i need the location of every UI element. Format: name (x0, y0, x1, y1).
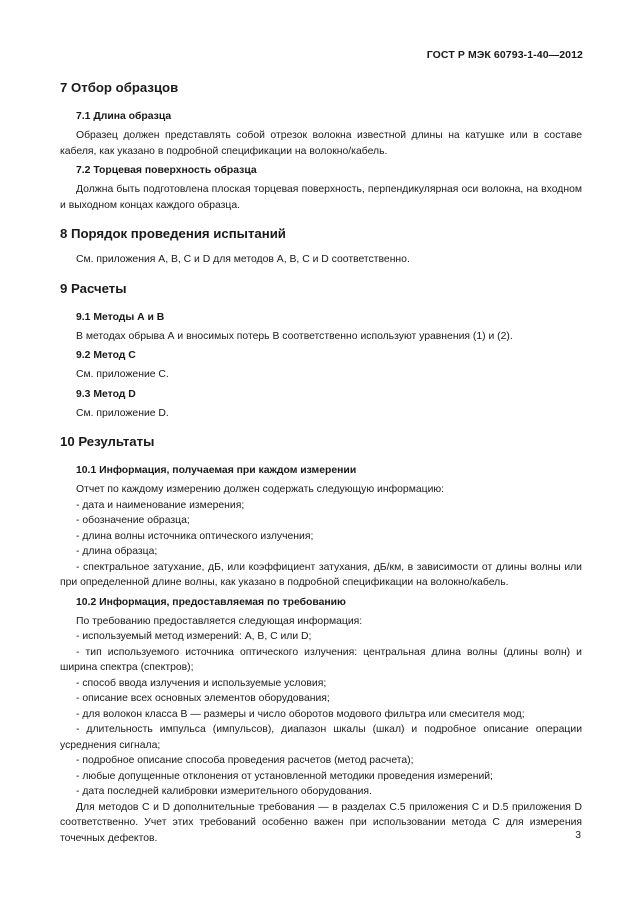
list-item: - спектральное затухание, дБ, или коэффициент затухания, дБ/км, в зависимости от длины волны или при определенной длине волны, как указано в подробной спецификации на волокно/кабель. (60, 561, 582, 588)
document-body (60, 79, 582, 846)
subsection-7-2-text: Должна быть подготовлена плоская торцевая поверхность, перпендикулярная оси волокна, на входном и выходном концах каждого образца. (60, 184, 582, 211)
subsection-9-1-heading: 9.1 Методы А и В (76, 311, 165, 323)
subsection-9-3-text: См. приложение D. (76, 407, 169, 419)
list-item: - тип используемого источника оптического излучения: центральная длина волны (длины волн) и ширина спектра (спектров); (60, 646, 582, 673)
subsection-7-1-heading: 7.1 Длина образца (76, 111, 172, 122)
list-item: - обозначение образца; (76, 515, 190, 526)
subsection-10-2-heading: 10.2 Информация, предоставляемая по требованию (76, 596, 346, 608)
subsection-10-1-heading: 10.1 Информация, получаемая при каждом измерении (76, 465, 357, 476)
section-8-text: См. приложения А, В, С и D для методов А, В, С и D соответственно. (76, 254, 410, 265)
list-item: - описание всех основных элементов оборудования; (76, 693, 330, 704)
list-item: - длина волны источника оптического излучения; (76, 530, 314, 542)
list-item: - дата и наименование измерения; (76, 499, 245, 511)
standard-header: ГОСТ Р МЭК 60793-1-40—2012 (426, 49, 583, 61)
list-item: - дата последней калибровки измерительного оборудования. (76, 786, 372, 797)
list-item: - для волокон класса В — размеры и число оборотов модового фильтра или смесителя мод; (76, 708, 525, 720)
subsection-7-2-heading: 7.2 Торцевая поверхность образца (76, 165, 257, 176)
subsection-9-2-text: См. приложение С. (76, 369, 169, 380)
subsection-9-2-heading: 9.2 Метод С (76, 350, 136, 361)
list-item: - подробное описание способа проведения расчетов (метод расчета); (76, 755, 414, 766)
list-item: - способ ввода излучения и используемые условия; (76, 677, 327, 689)
page-number: 3 (575, 830, 581, 841)
list-item: - длительность импульса (импульсов), диапазон шкалы (шкал) и подробное описание операции усреднения сигнала; (60, 724, 582, 751)
subsection-10-2-intro: По требованию предоставляется следующая информация: (76, 615, 363, 627)
subsection-9-3-heading: 9.3 Метод D (76, 388, 136, 400)
section-10-heading: 10 Результаты (60, 434, 155, 449)
subsection-10-2-outro: Для методов С и D дополнительные требования — в разделах С.5 приложения С и D.5 приложения D соответственно. Учет этих требований особенно важен при использовании метода С для измерения точечных дефектов. (60, 801, 582, 844)
list-item: - используемый метод измерений: А, В, С или D; (76, 631, 312, 642)
section-7-heading: 7 Отбор образцов (60, 80, 179, 95)
section-8-heading: 8 Порядок проведения испытаний (60, 226, 286, 241)
section-9-heading: 9 Расчеты (60, 280, 127, 296)
list-item: - длина образца; (76, 546, 158, 557)
subsection-7-1-text: Образец должен представлять собой отрезок волокна известной длины на катушке или в составе кабеля, как указано в подробной спецификации на волокно/кабель. (60, 130, 582, 157)
list-item: - любые допущенные отклонения от установленной методики проведения измерений; (76, 770, 493, 782)
subsection-9-1-text: В методах обрыва А и вносимых потерь В соответственно используют уравнения (1) и (2). (76, 330, 513, 342)
subsection-10-1-intro: Отчет по каждому измерению должен содержать следующую информацию: (76, 484, 445, 495)
